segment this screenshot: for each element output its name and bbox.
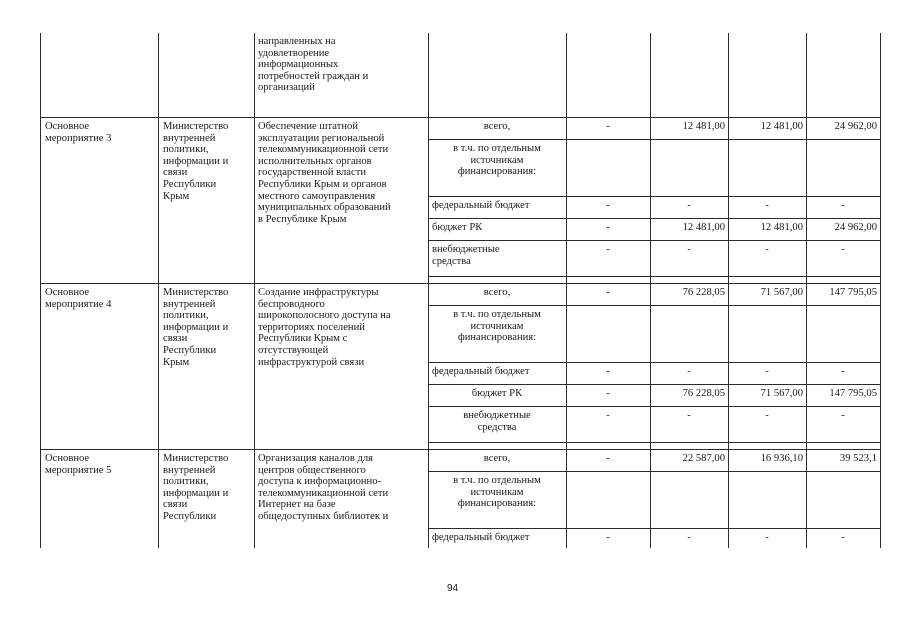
funding-amount-cell: -	[606, 287, 610, 298]
grid-line-vertical	[254, 33, 255, 548]
funding-source-label: бюджет РК	[471, 388, 523, 399]
funding-source-label: в т.ч. по отдельным источникам финансирования:	[453, 309, 541, 344]
grid-line-horizontal	[428, 362, 881, 363]
funding-source-label: федеральный бюджет	[432, 366, 530, 377]
funding-amount-cell: -	[765, 200, 769, 211]
funding-source-label: внебюджетные средства	[463, 410, 531, 433]
page-number: 94	[446, 583, 459, 594]
funding-amount-cell: 76 228,05	[682, 388, 725, 399]
funding-amount-cell: -	[606, 121, 610, 132]
grid-line-horizontal	[40, 117, 881, 118]
grid-line-horizontal	[428, 139, 881, 140]
funding-amount-cell: -	[687, 366, 691, 377]
funding-amount-cell: -	[765, 532, 769, 543]
funding-amount-cell: -	[606, 222, 610, 233]
row-description: Организация каналов для центров общественного доступа к информационно- телекоммуникационной сети Интернет на базе общедоступных библиотек и	[258, 453, 389, 522]
funding-amount-cell: -	[765, 366, 769, 377]
funding-amount-cell: -	[606, 453, 610, 464]
funding-source-label: федеральный бюджет	[432, 200, 530, 211]
funding-amount-cell: 16 936,10	[760, 453, 803, 464]
funding-amount-cell: 24 962,00	[834, 121, 877, 132]
funding-amount-cell: -	[687, 244, 691, 255]
grid-line-vertical	[40, 33, 41, 548]
row-executor: Министерство внутренней политики, информации и связи Республики Крым	[163, 121, 229, 202]
funding-amount-cell: 39 523,1	[839, 453, 877, 464]
row-event: Основное мероприятие 5	[45, 453, 112, 476]
funding-source-label: в т.ч. по отдельным источникам финансирования:	[453, 475, 541, 510]
funding-amount-cell: 12 481,00	[682, 222, 725, 233]
continued-description: направленных на удовлетворение информационных потребностей граждан и организаций	[258, 36, 369, 94]
funding-source-label: всего,	[483, 121, 511, 132]
row-description: Создание инфраструктуры беспроводного широкополосного доступа на территориях поселений Республики Крым с отсутствующей инфраструктурой связи	[258, 287, 391, 368]
grid-line-horizontal	[428, 240, 881, 241]
grid-line-horizontal	[428, 442, 881, 443]
row-event: Основное мероприятие 4	[45, 287, 112, 310]
funding-source-label: всего,	[483, 287, 511, 298]
row-executor: Министерство внутренней политики, информации и связи Республики Крым	[163, 287, 229, 368]
funding-amount-cell: -	[841, 200, 845, 211]
funding-amount-cell: 22 587,00	[682, 453, 725, 464]
funding-amount-cell: -	[841, 244, 845, 255]
row-event: Основное мероприятие 3	[45, 121, 112, 144]
grid-line-horizontal	[428, 276, 881, 277]
funding-amount-cell: -	[841, 366, 845, 377]
funding-source-label: федеральный бюджет	[432, 532, 530, 543]
row-executor: Министерство внутренней политики, информации и связи Республики	[163, 453, 229, 522]
funding-amount-cell: 12 481,00	[682, 121, 725, 132]
grid-line-horizontal	[428, 406, 881, 407]
funding-amount-cell: -	[841, 410, 845, 421]
funding-amount-cell: -	[606, 244, 610, 255]
funding-amount-cell: -	[606, 388, 610, 399]
funding-amount-cell: -	[687, 410, 691, 421]
funding-amount-cell: -	[687, 200, 691, 211]
grid-line-horizontal	[428, 471, 881, 472]
grid-line-horizontal	[428, 218, 881, 219]
funding-source-label: внебюджетные средства	[432, 244, 500, 267]
funding-amount-cell: 147 795,05	[829, 287, 877, 298]
funding-amount-cell: -	[687, 532, 691, 543]
funding-source-label: бюджет РК	[432, 222, 483, 233]
funding-amount-cell: -	[606, 410, 610, 421]
funding-amount-cell: -	[765, 410, 769, 421]
grid-line-horizontal	[40, 449, 881, 450]
funding-amount-cell: 24 962,00	[834, 222, 877, 233]
grid-line-horizontal	[428, 196, 881, 197]
funding-amount-cell: -	[606, 366, 610, 377]
grid-line-horizontal	[428, 305, 881, 306]
funding-amount-cell: 71 567,00	[760, 287, 803, 298]
funding-source-label: в т.ч. по отдельным источникам финансирования:	[453, 143, 541, 178]
funding-amount-cell: 147 795,05	[829, 388, 877, 399]
funding-amount-cell: 12 481,00	[760, 222, 803, 233]
grid-line-horizontal	[40, 283, 881, 284]
grid-line-horizontal	[428, 384, 881, 385]
row-description: Обеспечение штатной эксплуатации региональной телекоммуникационной сети исполнительных органов государственной власти Республики Крым и органов местного самоуправления муниципальных образований в Республике Крым	[258, 121, 391, 225]
grid-line-vertical	[158, 33, 159, 548]
funding-amount-cell: 76 228,05	[682, 287, 725, 298]
grid-line-horizontal	[428, 528, 881, 529]
funding-amount-cell: 12 481,00	[760, 121, 803, 132]
funding-amount-cell: -	[606, 532, 610, 543]
funding-amount-cell: -	[765, 244, 769, 255]
funding-amount-cell: -	[841, 532, 845, 543]
funding-source-label: всего,	[483, 453, 511, 464]
funding-amount-cell: 71 567,00	[760, 388, 803, 399]
funding-amount-cell: -	[606, 200, 610, 211]
